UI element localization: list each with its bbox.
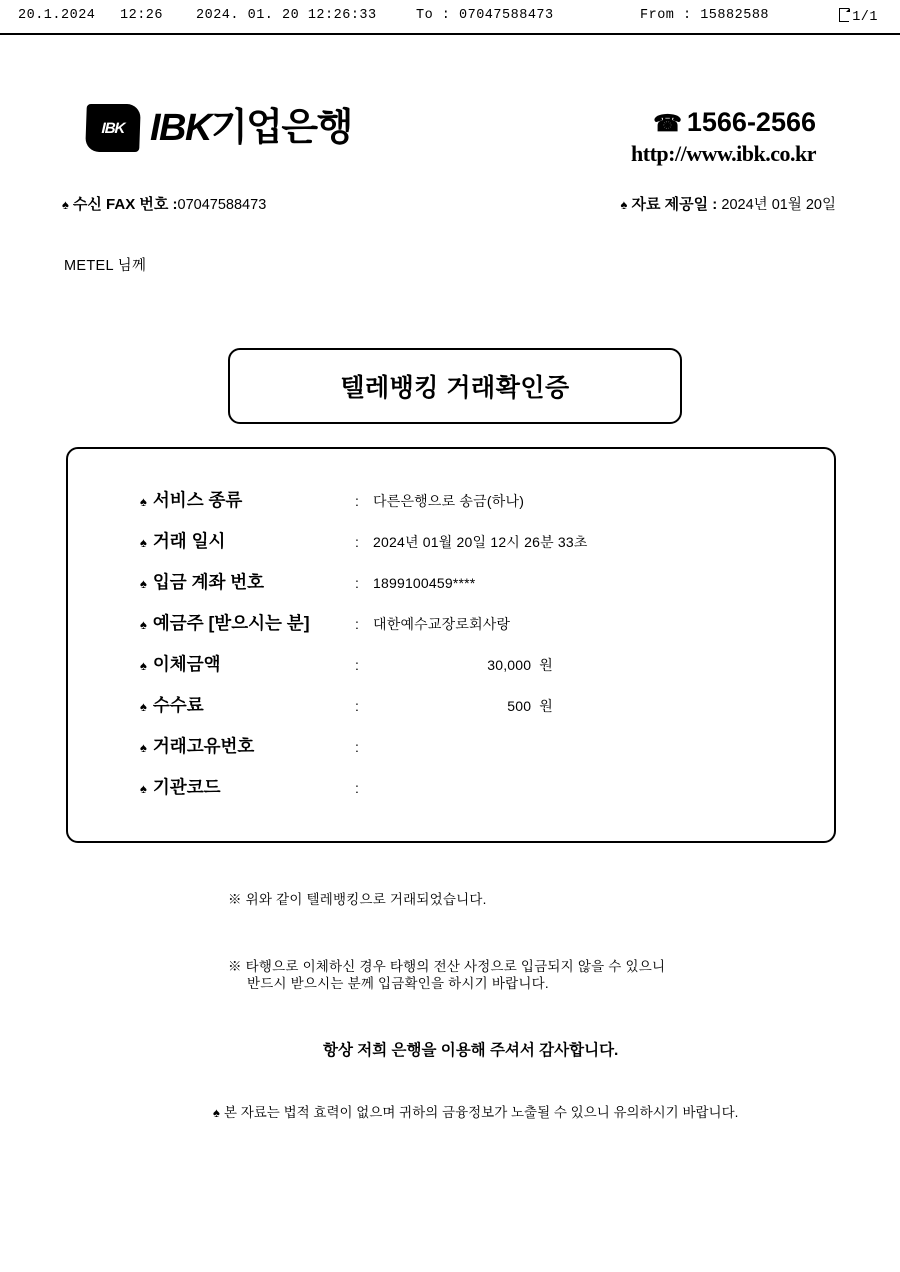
- issue-date-label: 자료 제공일 :: [631, 196, 722, 213]
- detail-amount-unit: 원: [539, 698, 553, 714]
- detail-value: [373, 655, 553, 675]
- ibk-logo-mark-text: IBK: [101, 119, 125, 137]
- detail-colon: :: [355, 739, 359, 755]
- spade-bullet-icon: ♠: [140, 658, 147, 673]
- fax-page-number: 1/1: [852, 10, 878, 25]
- note-transaction-confirmation: ※ 위와 같이 텔레뱅킹으로 거래되었습니다.: [228, 892, 487, 907]
- detail-label: [140, 610, 355, 635]
- fax-number-label: 수신 FAX 번호 :: [72, 196, 178, 213]
- detail-label-text: 거래 일시: [152, 531, 226, 551]
- detail-colon: :: [355, 698, 359, 714]
- recipient-name: METEL 님께: [64, 258, 147, 274]
- detail-amount: 30,000: [487, 657, 532, 673]
- ibk-logo-latin: IBK: [150, 107, 211, 149]
- detail-amount: 500: [507, 698, 532, 714]
- fax-page-indicator: [839, 8, 878, 25]
- detail-row: [140, 733, 780, 774]
- page-icon: [839, 8, 849, 22]
- detail-label: [140, 692, 355, 717]
- legal-disclaimer: [213, 1101, 738, 1121]
- fax-number-value: 07047588473: [177, 197, 267, 213]
- detail-label: [140, 733, 355, 758]
- bank-contact-block: [631, 108, 816, 167]
- thanks-message: 항상 저희 은행을 이용해 주셔서 감사합니다.: [323, 1042, 619, 1059]
- spade-bullet-icon: ♠: [140, 699, 147, 714]
- note-other-bank-line2: 반드시 받으시는 분께 입금확인을 하시기 바랍니다.: [247, 976, 549, 991]
- fax-to: To : 07047588473: [416, 8, 554, 23]
- detail-colon: :: [355, 780, 359, 796]
- detail-row: [140, 774, 780, 815]
- transaction-detail-list: [140, 487, 780, 815]
- fax-received-date: 20.1.2024: [18, 8, 96, 23]
- detail-value: 1899100459****: [373, 575, 476, 591]
- transaction-detail-box: [66, 447, 836, 843]
- detail-label: [140, 528, 355, 553]
- detail-label-text: 수수료: [152, 695, 204, 715]
- ibk-logo-korean: 기업은행: [210, 107, 352, 149]
- issue-date-line: [621, 193, 836, 214]
- spade-bullet-icon: ♠: [140, 535, 147, 550]
- ibk-logo-text: [150, 109, 352, 147]
- fax-header: [0, 8, 900, 30]
- ibk-logo: [86, 104, 352, 152]
- spade-bullet-icon: ♠: [213, 1105, 220, 1120]
- legal-disclaimer-text: 본 자료는 법적 효력이 없으며 귀하의 금융정보가 노출될 수 있으니 유의하시기 바랍니다.: [223, 1105, 739, 1120]
- spade-bullet-icon: ♠: [140, 617, 147, 632]
- spade-bullet-icon: ♠: [620, 197, 628, 212]
- detail-row: [140, 569, 780, 610]
- detail-label-text: 서비스 종류: [152, 490, 243, 510]
- header-divider: [0, 33, 900, 35]
- fax-from: From : 15882588: [640, 8, 770, 23]
- detail-row: [140, 528, 780, 569]
- bank-phone-number: 1566-2566: [686, 107, 816, 137]
- detail-row: [140, 610, 780, 651]
- spade-bullet-icon: ♠: [140, 781, 147, 796]
- spade-bullet-icon: ♠: [140, 494, 147, 509]
- spade-bullet-icon: ♠: [62, 197, 69, 212]
- detail-label-text: 이체금액: [152, 654, 221, 674]
- detail-label-text: 거래고유번호: [152, 736, 255, 756]
- detail-label: [140, 569, 355, 594]
- detail-row: [140, 651, 780, 692]
- page-title: 텔레뱅킹 거래확인증: [340, 374, 570, 402]
- fax-timestamp: 2024. 01. 20 12:26:33: [196, 8, 377, 23]
- bank-phone: [631, 108, 816, 138]
- detail-value: 대한예수교장로회사랑: [373, 616, 511, 632]
- fax-number-line: [62, 193, 266, 214]
- ibk-logo-mark-icon: [85, 104, 141, 152]
- detail-row: [140, 487, 780, 528]
- bank-website: http://www.ibk.co.kr: [631, 140, 816, 166]
- detail-label-text: 예금주 [받으시는 분]: [152, 613, 310, 633]
- telephone-icon: ☎: [653, 110, 682, 136]
- detail-colon: :: [355, 616, 359, 632]
- detail-value: 다른은행으로 송금(하나): [373, 493, 525, 509]
- detail-label-text: 기관코드: [152, 777, 221, 797]
- detail-label: [140, 774, 355, 799]
- spade-bullet-icon: ♠: [140, 740, 147, 755]
- detail-amount-unit: 원: [539, 657, 553, 673]
- detail-colon: :: [355, 657, 359, 673]
- detail-label: [140, 651, 355, 676]
- detail-row: [140, 692, 780, 733]
- fax-received-time: 12:26: [120, 8, 164, 23]
- detail-colon: :: [355, 534, 359, 550]
- detail-value: 2024년 01월 20일 12시 26분 33초: [373, 534, 588, 550]
- issue-date-value: 2024년 01월 20일: [721, 197, 836, 213]
- note-other-bank-line1: ※ 타행으로 이체하신 경우 타행의 전산 사정으로 입금되지 않을 수 있으니: [228, 959, 666, 974]
- document-title-box: [228, 348, 682, 424]
- detail-value: [373, 696, 553, 716]
- detail-label-text: 입금 계좌 번호: [152, 572, 265, 592]
- detail-colon: :: [355, 575, 359, 591]
- detail-label: [140, 487, 355, 512]
- detail-colon: :: [355, 493, 359, 509]
- spade-bullet-icon: ♠: [140, 576, 147, 591]
